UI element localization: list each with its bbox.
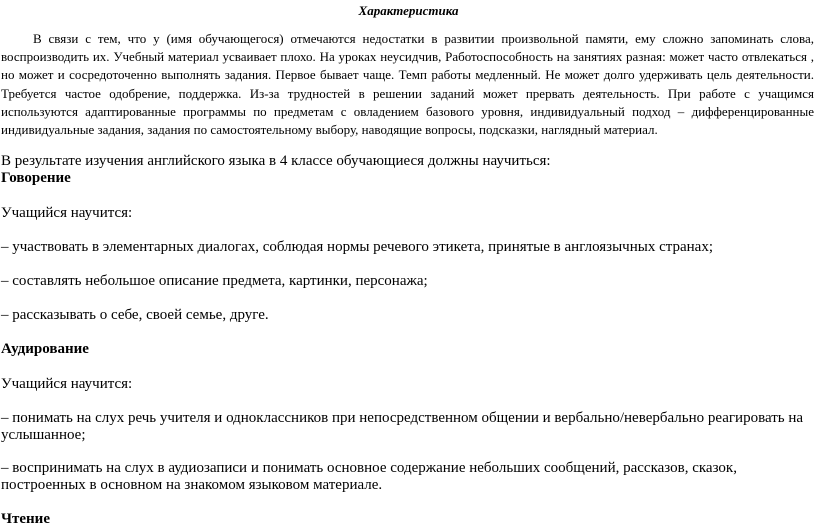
list-item: – понимать на слух речь учителя и одноклассников при непосредственном общении и вербально/невербально реагировать на услышанное; xyxy=(1,410,804,444)
section-subheading-speaking: Учащийся научится: xyxy=(1,205,133,222)
list-item: – воспринимать на слух в аудиозаписи и понимать основное содержание небольших сообщений, рассказов, сказок, построенных в основном на знакомом языковом материале. xyxy=(1,460,737,494)
section-heading-reading: Чтение xyxy=(1,511,50,528)
section-heading-speaking: Говорение xyxy=(1,170,71,187)
document-title: Характеристика xyxy=(358,3,459,18)
intro-text: В результате изучения английского языка в 4 классе обучающиеся должны научиться: xyxy=(1,153,551,170)
section-heading-listening: Аудирование xyxy=(1,341,89,358)
list-item: – составлять небольшое описание предмета, картинки, персонажа; xyxy=(1,273,428,290)
list-item: – участвовать в элементарных диалогах, соблюдая нормы речевого этикета, принятые в англоязычных странах; xyxy=(1,239,713,256)
list-item: – рассказывать о себе, своей семье, друге. xyxy=(1,307,269,324)
characteristic-paragraph: В связи с тем, что у (имя обучающегося) отмечаются недостатки в развитии произвольной памяти, ему сложно запоминать слова, воспроизводить их. Учебный материал усваивает плохо. На уроках неусидчив, Работоспособность на занятиях разная: может часто отвлекаться , но может и сосредоточенно выполнять задания. Первое бывает чаще. Темп работы медленный. Не может долго удерживать цель деятельности. Требуется частое одобрение, поддержка. Из-за трудностей в решении заданий может прервать деятельность. При работе с учащимся используются адаптированные программы по предметам с овладением базового уровня, индивидуальный подход – дифференцированные индивидуальные задания, задания по самостоятельному выбору, наводящие вопросы, подсказки, наглядный материал. xyxy=(1,31,814,138)
section-subheading-listening: Учащийся научится: xyxy=(1,376,133,393)
